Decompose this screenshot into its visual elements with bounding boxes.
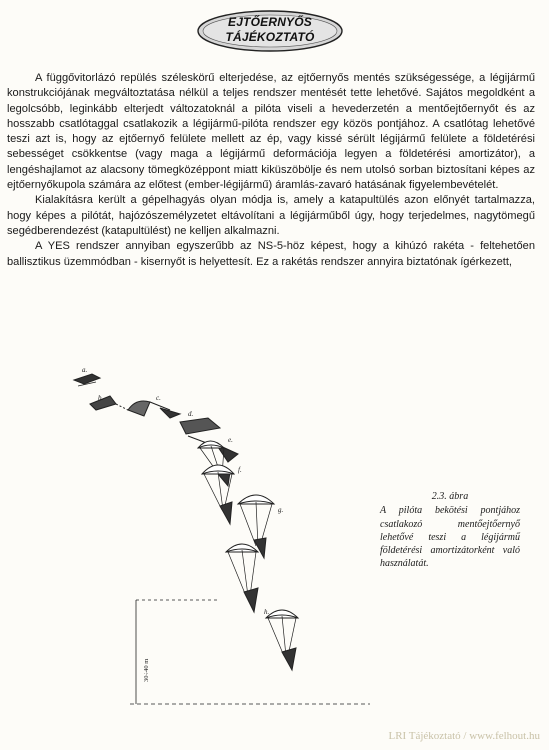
- article-body: [7, 71, 535, 270]
- figure-label: a.: [82, 366, 88, 374]
- glider-stage-b: [90, 396, 128, 410]
- parachute-sequence-figure: [70, 352, 370, 712]
- footer-watermark: LRI Tájékoztató / www.felhout.hu: [388, 730, 540, 742]
- paragraph: Kialakításra került a gépelhagyás olyan módja is, amely a katapultülés azon előnyét tartalmazza, hogy képes a pilótát, hajózószemélyzetet eltávolítani a légijárműből úgy, hogy terjedelmes, nagytömegű segédberendezést (katapultülést) ne kelljen alkalmazni.: [7, 194, 535, 237]
- height-dimension: [130, 600, 370, 704]
- badge-title-line1: EJTŐERNYŐS: [227, 15, 313, 29]
- figure-label: h.: [264, 608, 270, 616]
- header-badge: [196, 8, 344, 54]
- figure-caption: [380, 490, 520, 571]
- caption-title: 2.3. ábra: [431, 491, 469, 502]
- canopy-stage-h: [226, 544, 258, 612]
- figure-label: f.: [238, 466, 242, 474]
- glider-stage-a: [74, 374, 100, 386]
- figure-label: d.: [188, 410, 194, 418]
- scale-label: 30÷40 m: [143, 658, 150, 682]
- canopy-stage-i: [266, 610, 298, 670]
- figure-label: e.: [228, 436, 233, 444]
- canopy-stage-c: [128, 401, 180, 418]
- figure-label: b.: [98, 394, 104, 402]
- paragraph: A YES rendszer annyiban egyszerűbb az NS-5-höz képest, hogy a kihúzó rakéta - feltehetően ballisztikus üzemmódban - kisernyőt is helyettesít. Ez a rakétás rendszer annyira biztatónak ígérkezett,: [7, 240, 535, 268]
- caption-text: A pilóta bekötési pontjához csatlakozó mentőejtőernyő lehetővé teszi a légijármű földetérési amortizátorként való használatát.: [380, 505, 520, 570]
- figure-label: c.: [156, 394, 161, 402]
- figure-label: g.: [278, 506, 284, 514]
- badge-title-line2: TÁJÉKOZTATÓ: [225, 30, 315, 44]
- paragraph: A függővitorlázó repülés széleskörű elterjedése, az ejtőernyős mentés szükségessége, a légijármű konstrukciójának megváltoztatása nélkül a teljes rendszer mentését tette lehetővé. Sajátos megoldként a legolcsóbb, leginkább elterjedt változatoknál a pilóta viseli a hevederzetén a mentőejtőernyőt és az hosszabb csatlótaggal csatlakozik a légijármű-pilóta rendszer egy közös pontjához. A csatlótag lehetővé teszi azt is, hogy az ejtőernyő felülete mellett az ép, vagy kissé sérült légijármű felülete a földetérési sebességet csökkentse (vagy maga a légijármű deformációja legyen a földetérési amortizátor), a lengéshajlamot az alacsony tömegközéppont miatt kiküszöbölje és nem utolsó sorban biztosítani képes az ejtőernyőkupola számára az előtest (ember-légijármű) áramlás-zavaró hatásának figyelembevételét.: [7, 72, 535, 192]
- canopy-stage-f: [202, 465, 234, 524]
